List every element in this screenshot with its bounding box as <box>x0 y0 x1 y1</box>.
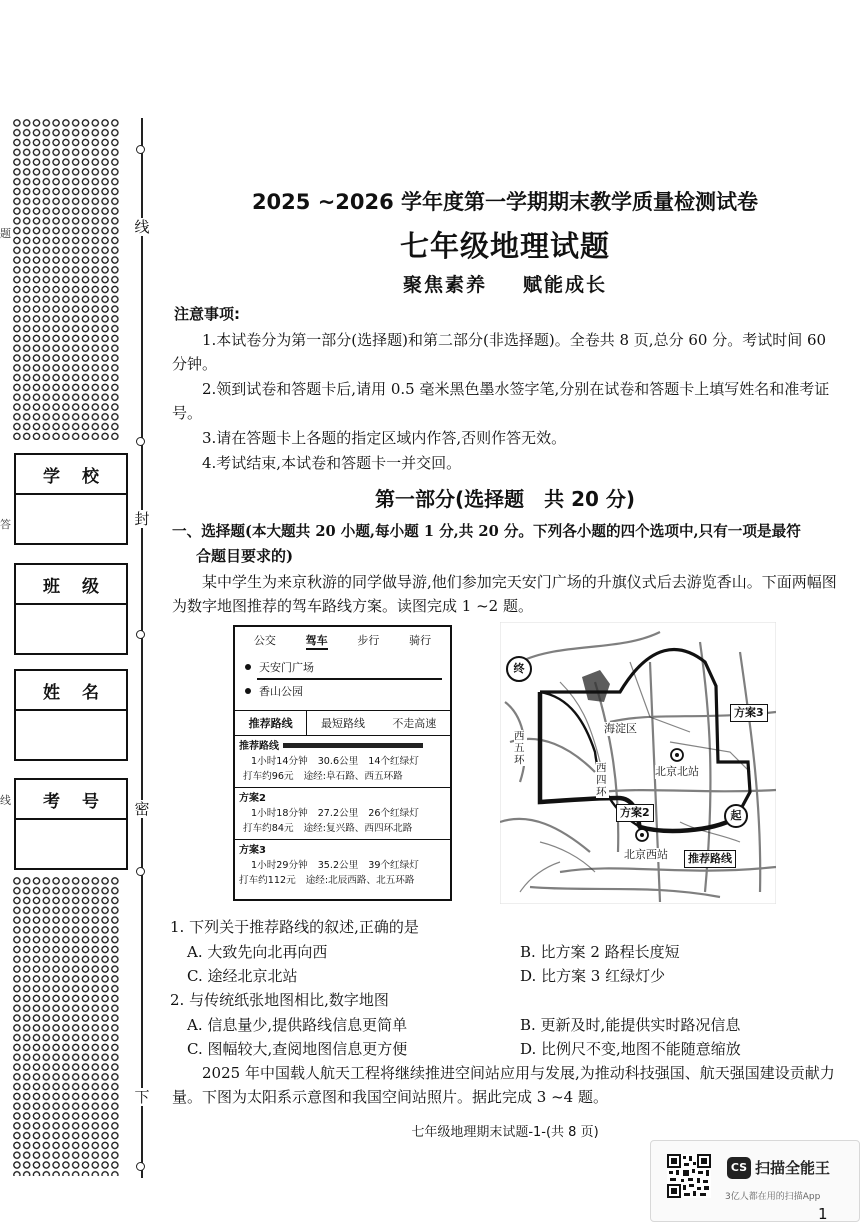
part1-instruction-cont: 合题目要求的) <box>196 547 294 565</box>
plan-2[interactable] <box>235 788 450 840</box>
route-card <box>233 625 452 901</box>
note-item-1: 1.本试卷分为第一部分(选择题)和第二部分(非选择题)。全卷共 8 页,总分 60 分。考试时间 60 分钟。 <box>172 331 827 373</box>
plan-distance: 27.2公里 <box>317 807 359 819</box>
scanner-watermark <box>650 1140 860 1222</box>
mode-bus[interactable]: 公交 <box>253 634 276 647</box>
q1-option-a[interactable]: A. 大致先向北再向西 <box>187 943 328 961</box>
qr-code-icon <box>667 1154 711 1198</box>
tab-shortest[interactable]: 最短路线 <box>320 716 365 730</box>
plan-time: 1小时29分钟 <box>251 859 308 871</box>
page-footer: 七年级地理期末试题-1-(共 8 页) <box>411 1125 599 1140</box>
binding-dot <box>136 1162 145 1171</box>
field-label: 级 <box>82 576 99 597</box>
tab-recommended[interactable]: 推荐路线 <box>235 711 307 735</box>
destination-dot-icon <box>245 688 251 694</box>
plan-3[interactable] <box>235 840 450 891</box>
part1-instruction: 一、选择题(本大题共 20 小题,每小题 1 分,共 20 分。下列各小题的四个选项中,只有一项是最符 <box>172 523 801 540</box>
plan-fare: 打车约112元 <box>239 874 296 886</box>
context-2: 2025 年中国载人航天工程将继续推进空间站应用与发展,为推动科技强国、航天强国建设贡献力量。下图为太阳系示意图和我国空间站照片。据此完成 3 ~4 题。 <box>172 1064 835 1106</box>
q1-option-b[interactable]: B. 比方案 2 路程长度短 <box>520 943 680 961</box>
map-label-district: 海淀区 <box>604 722 637 735</box>
field-label: 学 <box>43 466 60 487</box>
binding-dot <box>136 867 145 876</box>
route-origin[interactable]: 天安门广场 <box>245 656 450 678</box>
binding-word-below: 下 <box>134 1088 150 1106</box>
binding-word-secret: 密 <box>134 800 150 818</box>
plan-time: 1小时18分钟 <box>251 807 308 819</box>
note-item-3: 3.请在答题卡上各题的指定区域内作答,否则作答无效。 <box>202 429 567 447</box>
plan-distance: 35.2公里 <box>317 859 359 871</box>
plan-name: 方案3 <box>239 844 266 856</box>
edge-mark: 题 <box>0 227 11 240</box>
field-label: 名 <box>82 682 99 703</box>
subject-title: 七年级地理试题 <box>399 229 610 263</box>
plan-name: 方案2 <box>239 792 266 804</box>
school-field[interactable] <box>14 453 128 545</box>
edge-mark: 答 <box>0 518 11 531</box>
route-destination[interactable]: 香山公园 <box>245 680 450 702</box>
q2-option-a[interactable]: A. 信息量少,提供路线信息更简单 <box>187 1016 408 1034</box>
map-label-west-station: 北京西站 <box>624 848 668 861</box>
binding-dot <box>136 145 145 154</box>
page-number: 1 <box>818 1205 828 1223</box>
scanner-logo-icon: CS <box>727 1157 751 1179</box>
field-label: 班 <box>43 576 60 597</box>
q2-option-d[interactable]: D. 比例尺不变,地图不能随意缩放 <box>520 1040 741 1058</box>
q2-option-b[interactable]: B. 更新及时,能提供实时路况信息 <box>520 1016 741 1034</box>
slogan-left: 聚焦素养 <box>402 274 487 296</box>
q2-option-c[interactable]: C. 图幅较大,查阅地图信息更方便 <box>187 1040 408 1058</box>
exam-title: 2025 ~2026 学年度第一学期期末教学质量检测试卷 <box>251 190 759 214</box>
field-label: 号 <box>82 791 99 812</box>
highlight-bar <box>283 743 423 748</box>
mode-drive[interactable]: 驾车 <box>306 632 328 650</box>
notes-heading: 注意事项: <box>174 305 240 323</box>
mode-walk[interactable]: 步行 <box>357 634 380 647</box>
plan-lights: 14个红绿灯 <box>368 755 419 767</box>
binding-dot <box>136 437 145 446</box>
map-label-ring4: 西四环 <box>596 762 609 798</box>
plan-distance: 30.6公里 <box>317 755 359 767</box>
note-item-2: 2.领到试卷和答题卡后,请用 0.5 毫米黑色墨水签字笔,分别在试卷和答题卡上填写姓名和准考证号。 <box>172 380 830 422</box>
route-tabs <box>235 710 450 736</box>
q1-option-c[interactable]: C. 途经北京北站 <box>187 967 298 985</box>
plan-time: 1小时14分钟 <box>251 755 308 767</box>
route-map <box>500 622 776 904</box>
origin-dot-icon <box>245 664 251 670</box>
end-marker: 终 <box>506 656 532 682</box>
plan-fare: 打车约84元 <box>243 822 294 834</box>
map-label-plan2: 方案2 <box>616 804 654 822</box>
plan-name: 推荐路线 <box>239 740 279 752</box>
plan-via: 途经:复兴路、西四环北路 <box>303 822 413 834</box>
scanner-tagline: 3亿人都在用的扫描App <box>725 1192 821 1202</box>
binding-word-seal: 封 <box>134 510 150 528</box>
plan-via: 途经:阜石路、西五环路 <box>303 770 403 782</box>
part1-title: 第一部分(选择题 共 20 分) <box>374 487 636 511</box>
transport-modes <box>235 627 450 653</box>
field-label: 姓 <box>43 682 60 703</box>
plan-fare: 打车约96元 <box>243 770 294 782</box>
binding-word-line: 线 <box>134 218 150 236</box>
map-label-plan3: 方案3 <box>730 704 768 722</box>
slogan <box>150 270 860 297</box>
edge-mark: 线 <box>0 794 11 807</box>
question-2-stem: 2. 与传统纸张地图相比,数字地图 <box>170 991 389 1009</box>
q1-option-d[interactable]: D. 比方案 3 红绿灯少 <box>520 967 666 985</box>
context-1: 某中学生为来京秋游的同学做导游,他们参加完天安门广场的升旗仪式后去游览香山。下面两幅图为数字地图推荐的驾车路线方案。读图完成 1 ~2 题。 <box>172 573 837 615</box>
note-item-4: 4.考试结束,本试卷和答题卡一并交回。 <box>202 454 462 472</box>
tab-no-highway[interactable]: 不走高速 <box>392 716 437 730</box>
exam-number-field[interactable] <box>14 778 128 870</box>
slogan-right: 赋能成长 <box>523 274 608 296</box>
scanner-app-name: 扫描全能王 <box>755 1159 831 1177</box>
map-label-north-station: 北京北站 <box>655 765 699 778</box>
plan-lights: 26个红绿灯 <box>368 807 419 819</box>
plan-recommended[interactable] <box>235 736 450 788</box>
name-field[interactable] <box>14 669 128 761</box>
plan-lights: 39个红绿灯 <box>368 859 419 871</box>
seat-dots-bottom <box>12 876 120 1176</box>
binding-line <box>141 118 143 1178</box>
question-1-stem: 1. 下列关于推荐路线的叙述,正确的是 <box>170 918 419 936</box>
seat-dots-top <box>12 118 120 440</box>
field-label: 校 <box>82 466 99 487</box>
field-label: 考 <box>43 791 60 812</box>
map-label-recommended: 推荐路线 <box>684 850 736 868</box>
class-field[interactable] <box>14 563 128 655</box>
plan-via: 途经:北辰西路、北五环路 <box>305 874 415 886</box>
start-marker: 起 <box>724 804 748 828</box>
binding-dot <box>136 630 145 639</box>
mode-cycle[interactable]: 骑行 <box>409 634 432 647</box>
map-label-ring5: 西五环 <box>514 730 527 766</box>
